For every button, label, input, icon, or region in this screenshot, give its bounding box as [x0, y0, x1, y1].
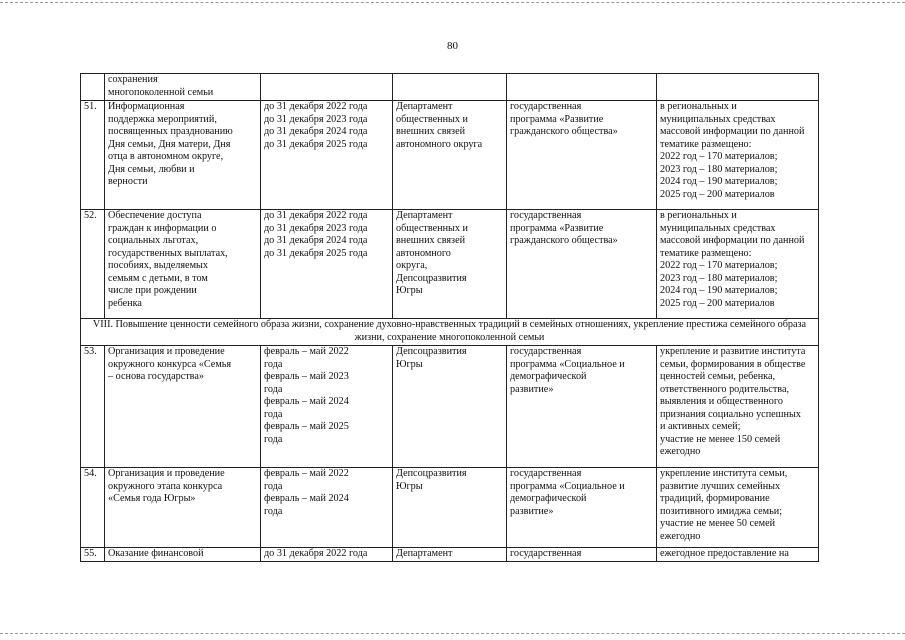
- cell-result: в региональных и муниципальных средствах массовой информации по данной тематике размещено: 2022 год – 170 материалов; 2023 год – 180 материалов; 2024 год – 190 материалов; 2025 год – 200 материалов: [657, 101, 819, 210]
- cell-term: февраль – май 2022 года февраль – май 2023 года февраль – май 2024 года февраль – май 2025 года: [261, 346, 393, 468]
- page-number: 80: [447, 40, 458, 52]
- cell-event: Обеспечение доступа граждан к информации о социальных льготах, государственных выплатах, пособиях, выделяемых семьям с детьми, в том числе при рождении ребенка: [105, 210, 261, 319]
- section-heading: VIII. Повышение ценности семейного образа жизни, сохранение духовно-нравственных традиций в семейных отношениях, укрепление престижа семейного образа жизни, сохранение многопоколенной семьи: [81, 319, 819, 346]
- cell-term: до 31 декабря 2022 года: [261, 548, 393, 562]
- table-row-continuation: [81, 74, 819, 101]
- cell-event: Организация и проведение окружного этапа конкурса «Семья года Югры»: [105, 468, 261, 548]
- cell-number: [81, 74, 105, 101]
- cell-term: [261, 74, 393, 101]
- cell-event: Организация и проведение окружного конкурса «Семья – основа государства»: [105, 346, 261, 468]
- cell-event: сохранения многопоколенной семьи: [105, 74, 261, 101]
- cell-term: до 31 декабря 2022 года до 31 декабря 2023 года до 31 декабря 2024 года до 31 декабря 2025 года: [261, 210, 393, 319]
- cell-responsible: [393, 74, 507, 101]
- scan-edge-bottom: [0, 633, 905, 634]
- cell-program: государственная программа «Социальное и демографической развитие»: [507, 468, 657, 548]
- table-row: [81, 346, 819, 468]
- table-row: [81, 468, 819, 548]
- cell-result: ежегодное предоставление на: [657, 548, 819, 562]
- cell-result: [657, 74, 819, 101]
- table-row: [81, 548, 819, 562]
- cell-event: Информационная поддержка мероприятий, посвященных празднованию Дня семьи, Дня матери, Дня отца в автономном округе, Дня семьи, любви и верности: [105, 101, 261, 210]
- cell-program: государственная программа «Социальное и демографической развитие»: [507, 346, 657, 468]
- cell-program: [507, 74, 657, 101]
- action-plan-table: [80, 73, 819, 562]
- cell-result: в региональных и муниципальных средствах массовой информации по данной тематике размещено: 2022 год – 170 материалов; 2023 год – 180 материалов; 2024 год – 190 материалов; 2025 год – 200 материалов: [657, 210, 819, 319]
- cell-responsible: Департамент общественных и внешних связей автономного округа, Депсоцразвития Югры: [393, 210, 507, 319]
- table-row: [81, 101, 819, 210]
- table-row: [81, 210, 819, 319]
- cell-program: государственная: [507, 548, 657, 562]
- cell-responsible: Департамент: [393, 548, 507, 562]
- cell-term: февраль – май 2022 года февраль – май 2024 года: [261, 468, 393, 548]
- cell-number: 53.: [81, 346, 105, 468]
- cell-responsible: Депсоцразвития Югры: [393, 346, 507, 468]
- cell-result: укрепление и развитие института семьи, формирования в обществе ценностей семьи, ребенка, ответственного родительства, выявления и общественного признания социально успешных и активных семей; участие не менее 150 семей ежегодно: [657, 346, 819, 468]
- cell-program: государственная программа «Развитие гражданского общества»: [507, 101, 657, 210]
- cell-number: 54.: [81, 468, 105, 548]
- cell-number: 52.: [81, 210, 105, 319]
- cell-number: 51.: [81, 101, 105, 210]
- cell-responsible: Депсоцразвития Югры: [393, 468, 507, 548]
- scan-edge-top: [0, 2, 905, 3]
- cell-result: укрепление института семьи, развитие лучших семейных традиций, формирование позитивного имиджа семьи; участие не менее 50 семей ежегодно: [657, 468, 819, 548]
- cell-event: Оказание финансовой: [105, 548, 261, 562]
- cell-program: государственная программа «Развитие гражданского общества»: [507, 210, 657, 319]
- cell-term: до 31 декабря 2022 года до 31 декабря 2023 года до 31 декабря 2024 года до 31 декабря 2025 года: [261, 101, 393, 210]
- cell-responsible: Департамент общественных и внешних связей автономного округа: [393, 101, 507, 210]
- cell-number: 55.: [81, 548, 105, 562]
- section-heading-row: [81, 319, 819, 346]
